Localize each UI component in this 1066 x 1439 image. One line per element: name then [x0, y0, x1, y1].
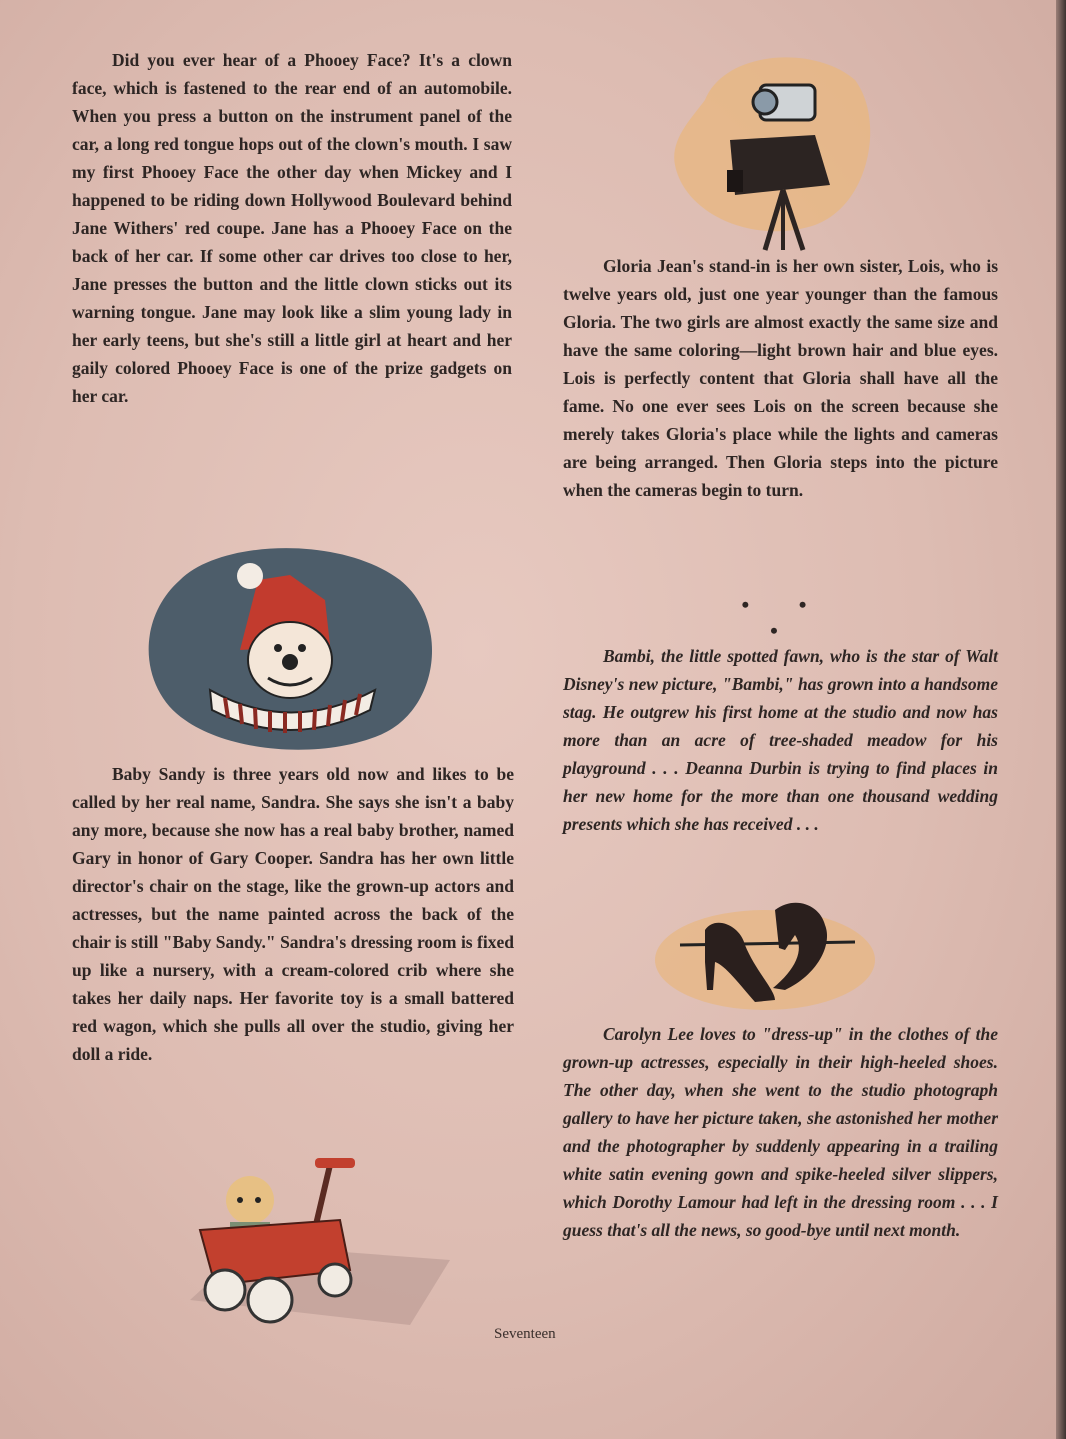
page-folio: Seventeen — [494, 1326, 556, 1342]
article-baby-sandy: Baby Sandy is three years old now and likes to be called by her real name, Sandra. She says she isn't a baby any more, because she now has a real baby brother, named Gary in honor of Gary Cooper. Sandra has her own little director's chair on the stage, like the grown-up actors and actresses, but the name painted across the back of the chair is still "Baby Sandy." Sandra's dressing room is fixed up like a nursery, with a cream-colored crib where she takes her daily naps. Her favorite toy is a small battered red wagon, which she pulls all over the studio, giving her doll a ride. — [72, 764, 514, 1064]
page-edge — [1056, 0, 1066, 1439]
article-phooey-face: Did you ever hear of a Phooey Face? It's a clown face, which is fastened to the rear end of an automobile. When you press a button on the instrument panel of the car, a long red tongue hops out of the clown's mouth. I saw my first Phooey Face the other day when Mickey and I happened to be riding down Hollywood Boulevard behind Jane Withers' red coupe. Jane has a Phooey Face on the back of her car. If some other car drives too close to her, Jane presses the button and the little clown sticks out its warning tongue. Jane may look like a slim young lady in her early teens, but she's still a little girl at heart and her gaily colored Phooey Face is one of the prize gadgets on her car. — [72, 50, 512, 406]
article-bambi-deanna: Bambi, the little spotted fawn, who is the star of Walt Disney's new picture, "Bambi," has grown into a handsome stag. He outgrew his first home at the studio and now has more than an acre of tree-shaded meadow for his playground . . . Deanna Durbin is trying to find places in her new home for the more than one thousand wedding presents which she has received . . . — [563, 646, 998, 834]
clown-face-icon — [140, 540, 440, 755]
movie-camera-icon — [665, 40, 875, 265]
red-wagon-with-doll-icon — [180, 1150, 460, 1340]
high-heel-shoes-icon — [645, 890, 875, 1020]
section-separator: • • • — [741, 592, 829, 643]
article-gloria-jean: Gloria Jean's stand-in is her own sister, Lois, who is twelve years old, just one year younger than the famous Gloria. The two girls are almost exactly the same size and have the same coloring—light brown hair and blue eyes. Lois is perfectly content that Gloria shall have all the fame. No one ever sees Lois on the screen because she merely takes Gloria's place while the lights and cameras are being arranged. Then Gloria steps into the picture when the cameras begin to turn. — [563, 256, 998, 500]
article-carolyn-lee: Carolyn Lee loves to "dress-up" in the clothes of the grown-up actresses, especially in their high-heeled shoes. The other day, when she went to the studio photograph gallery to have her picture taken, she astonished her mother and the photographer by suddenly appearing in a trailing white satin evening gown and spike-heeled silver slippers, which Dorothy Lamour had left in the dressing room . . . I guess that's all the news, so good-bye until next month. — [563, 1024, 998, 1240]
